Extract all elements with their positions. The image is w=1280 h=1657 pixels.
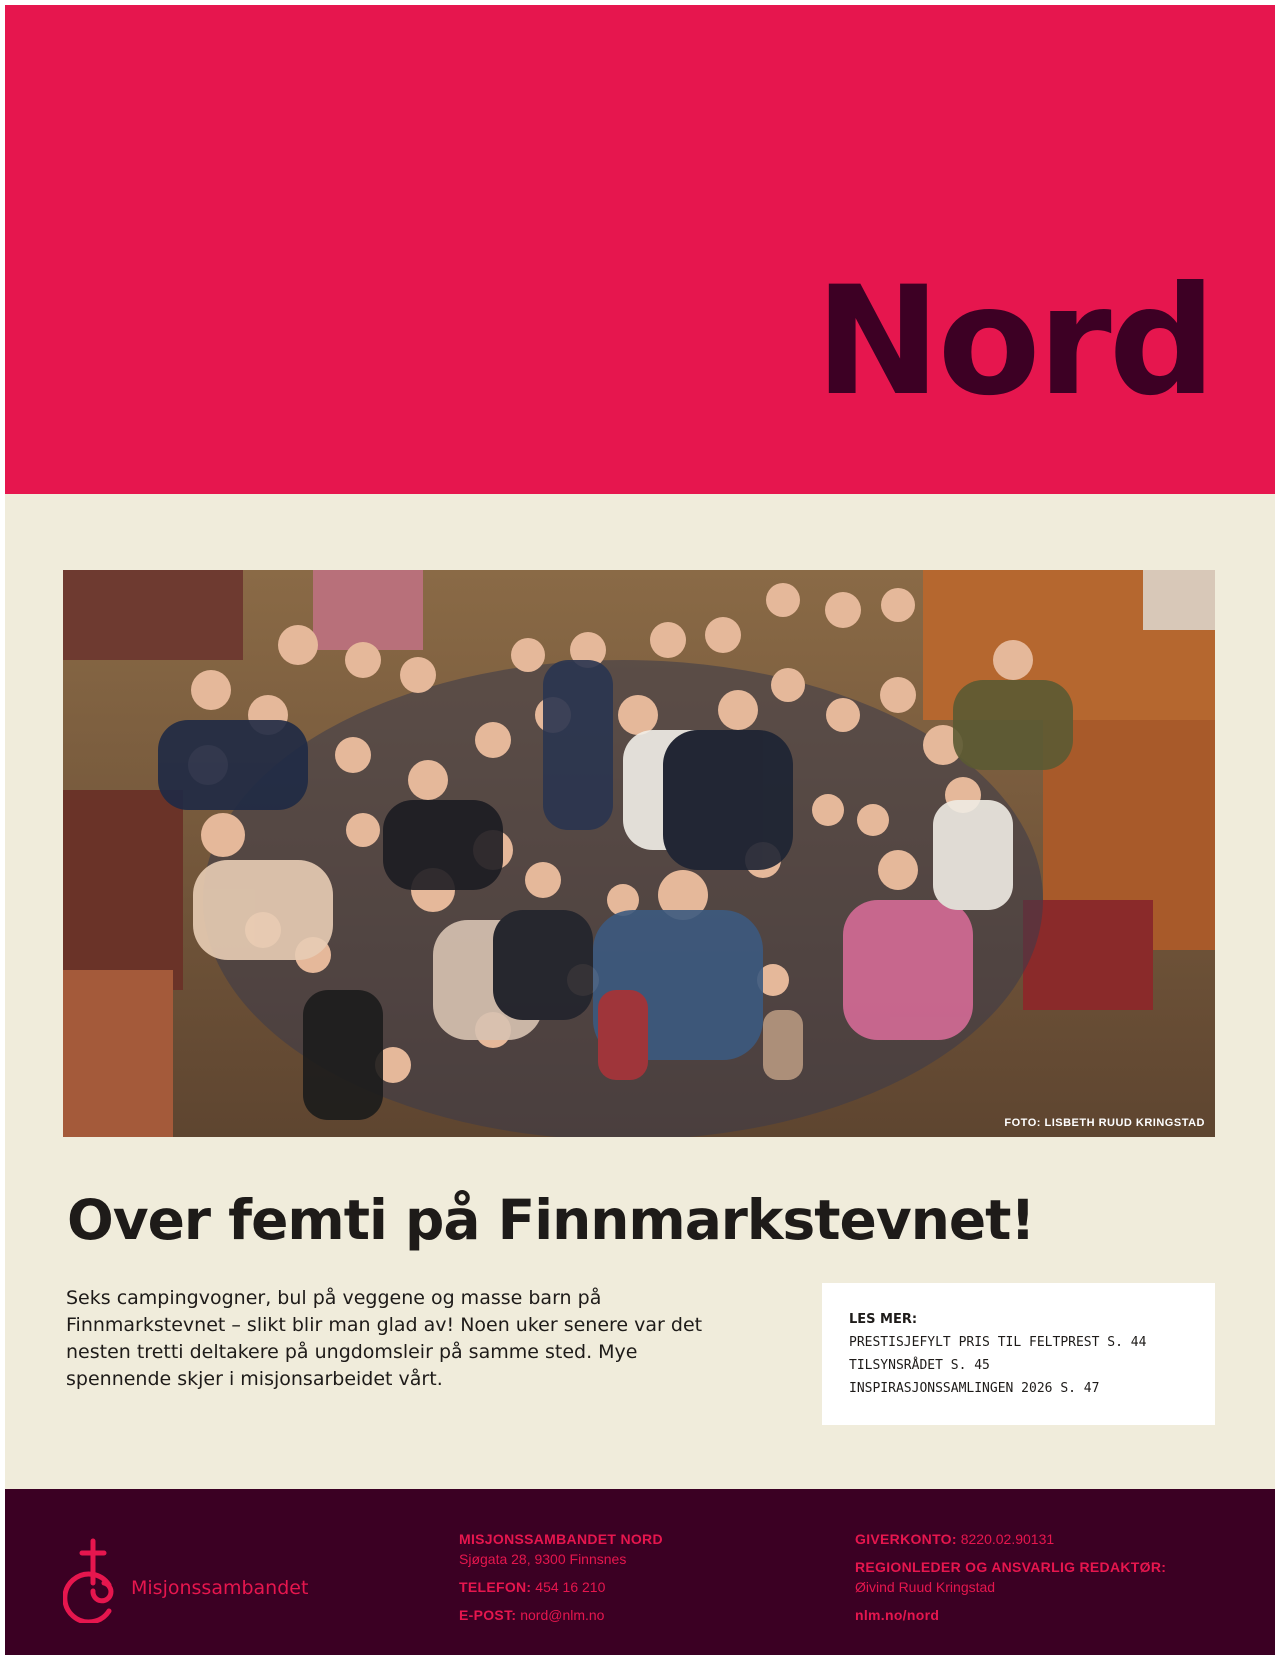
read-more-item[interactable]: INSPIRASJONSSAMLINGEN 2026 S. 47 (849, 1381, 1100, 1396)
magazine-page (5, 5, 1275, 1655)
website-link[interactable]: nlm.no/nord (855, 1607, 940, 1623)
cross-c-logo-icon (63, 1533, 127, 1623)
footer (5, 1489, 1275, 1655)
read-more-item[interactable]: PRESTISJEFYLT PRIS TIL FELTPREST S. 44 (849, 1335, 1147, 1350)
read-more-list (849, 1331, 1191, 1400)
footer-contact-column (459, 1529, 663, 1625)
phone-number[interactable]: 454 16 210 (535, 1579, 606, 1595)
photo-credit: FOTO: LISBETH RUUD KRINGSTAD (1004, 1117, 1205, 1129)
email-address[interactable]: nord@nlm.no (520, 1607, 605, 1623)
giro-label: GIVERKONTO: (855, 1531, 957, 1547)
read-more-box (822, 1283, 1215, 1425)
editor-label: REGIONLEDER OG ANSVARLIG REDAKTØR: (855, 1559, 1167, 1575)
editor-name: Øivind Ruud Kringstad (855, 1579, 996, 1595)
article-headline: Over femti på Finnmarkstevnet! (67, 1188, 1035, 1252)
read-more-heading: LES MER: (849, 1312, 918, 1327)
footer-address: Sjøgata 28, 9300 Finnsnes (459, 1551, 627, 1567)
article-lead: Seks campingvogner, bul på veggene og masse barn på Finnmarkstevnet – slikt blir man glad av! Noen uker senere var det nesten tretti deltakere på ungdomsleir på samme sted. Mye spennende skjer i misjonsarbeidet vårt. (66, 1287, 703, 1390)
masthead-banner (5, 5, 1275, 494)
group-photo-illustration (63, 570, 1215, 1137)
email-label: E-POST: (459, 1607, 517, 1623)
phone-label: TELEFON: (459, 1579, 532, 1595)
giro-account: 8220.02.90131 (960, 1531, 1055, 1547)
organization-logo (63, 1533, 343, 1623)
read-more-item[interactable]: TILSYNSRÅDET S. 45 (849, 1358, 990, 1373)
footer-info-column (855, 1529, 1166, 1625)
section-title: Nord (815, 255, 1213, 429)
footer-org-name: MISJONSSAMBANDET NORD (459, 1531, 663, 1547)
group-photo (63, 570, 1215, 1137)
logo-wordmark: Misjonssambandet (131, 1577, 309, 1599)
